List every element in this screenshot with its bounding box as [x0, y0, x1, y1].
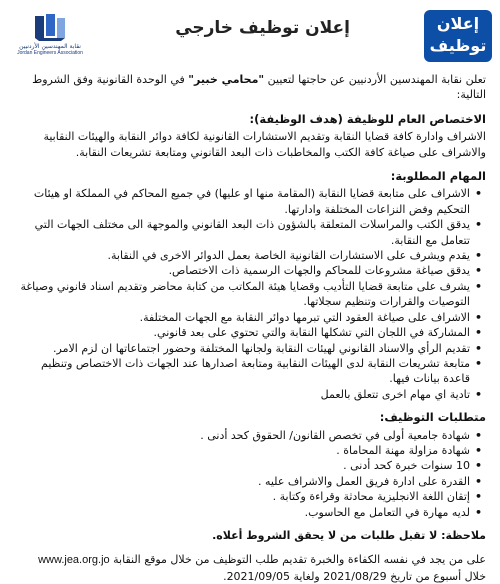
logo-english-name: Jordan Engineers Association [17, 50, 83, 56]
intro-paragraph [14, 72, 486, 103]
general-scope-heading: الاختصاص العام للوظيفة (هدف الوظيفة): [249, 111, 486, 126]
badge-line-2: توظيف [429, 36, 487, 55]
job-ad-badge [424, 10, 492, 62]
jea-logo [10, 12, 90, 62]
requirements-heading: متطلبات التوظيف: [379, 410, 486, 425]
closing-text: على من يجد في نفسه الكفاءة والخبرة تقديم طلب التوظيف من خلال موقع النقابة [109, 553, 486, 567]
website-link[interactable]: www.jea.org.jo [38, 554, 110, 567]
requirement-item: • إتقان اللغة الانجليزية محادثة وقراءة وكتابة . [14, 489, 470, 504]
intro-text-end: في الوحدة القانونية وفق الشروط التالية: [32, 73, 486, 102]
note: ملاحظة: لا تقبل طلبات من لا يحقق الشروط أعلاه. [212, 528, 486, 542]
intro-text-start: تعلن نقابة المهندسين الأردنيين عن حاجتها لتعيين [264, 73, 486, 86]
closing-dates: خلال أسبوع من تاريخ 2021/08/29 ولغاية 2021/09/05. [223, 569, 486, 583]
task-item: • تادية اي مهام اخرى تتعلق بالعمل [14, 387, 470, 402]
requirement-item: • لديه مهارة في التعامل مع الحاسوب. [14, 505, 470, 520]
general-scope-text: الاشراف وادارة كافة قضايا النقابة وتقديم الاستشارات القانونية لكافة دوائر النقابة والهيئات النقابية والاشراف على صياغة كافة الكتب والمخاطبات ذات البعد القانوني ومتابعة تشريعات النقابة. [43, 130, 486, 159]
ad-content [14, 72, 486, 584]
position-title: "محامي خبير" [188, 73, 265, 86]
task-item: • المشاركة في اللجان التي تشكلها النقابة والتي تحتوي على بعد قانوني. [14, 325, 470, 340]
task-item: • تقديم الرأي والاسناد القانوني لهيئات النقابة ولجانها المختلفة وحضور اجتماعاتها ان لزم الامر. [14, 341, 470, 356]
header [0, 6, 500, 68]
tasks-heading: المهام المطلوبة: [390, 169, 486, 184]
task-item: • الاشراف على متابعة قضايا النقابة (المقامة منها او عليها) في جميع المحاكم في المملكة او هيئات التحكيم وفض النزاعات المختلفة وادارتها. [14, 186, 470, 217]
logo-arabic-name: نقابة المهندسين الأردنيين [19, 43, 81, 50]
requirements-list [14, 428, 486, 520]
task-item: • يشرف على متابعة قضايا التأديب وقضايا هيئة المكاتب من كتابة محاضر وتقديم اسناد قانوني وصياغة التوصيات والقرارات وتنظيم سجلاتها. [14, 279, 470, 310]
requirement-item: • القدرة على ادارة فريق العمل والاشراف عليه . [14, 474, 470, 489]
task-item: • متابعة تشريعات النقابة لدى الهيئات النقابية ومتابعة اصدارها عند الجهات ذات الاختصاص وتنظيم قاعدة بيانات فيها. [14, 356, 470, 387]
requirement-item: • 10 سنوات خبرة كحد أدنى . [14, 458, 470, 473]
jea-logo-icon [33, 12, 67, 42]
task-item: • يدقق الكتب والمراسلات المتعلقة بالشؤون ذات البعد القانوني والموجهة الى مختلف الجهات التي تتعامل مع النقابة. [14, 217, 470, 248]
task-item: • الاشراف على صياغة العقود التي تبرمها دوائر النقابة مع الجهات المختلفة. [14, 310, 470, 325]
task-item: • يقدم ويشرف على الاستشارات القانونية الخاصة بعمل الدوائر الاخرى في النقابة. [14, 248, 470, 263]
requirement-item: • شهادة مزاولة مهنة المحاماة . [14, 443, 470, 458]
task-item: • يدقق صياغة مشروعات للمحاكم والجهات الرسمية ذات الاختصاص. [14, 263, 470, 278]
page-title: إعلان توظيف خارجي [175, 18, 350, 38]
tasks-list [14, 186, 486, 402]
closing-paragraph [14, 552, 486, 568]
requirement-item: • شهادة جامعية أولى في تخصص القانون/ الحقوق كحد أدنى . [14, 428, 470, 443]
badge-line-1: إعلان [436, 14, 480, 33]
